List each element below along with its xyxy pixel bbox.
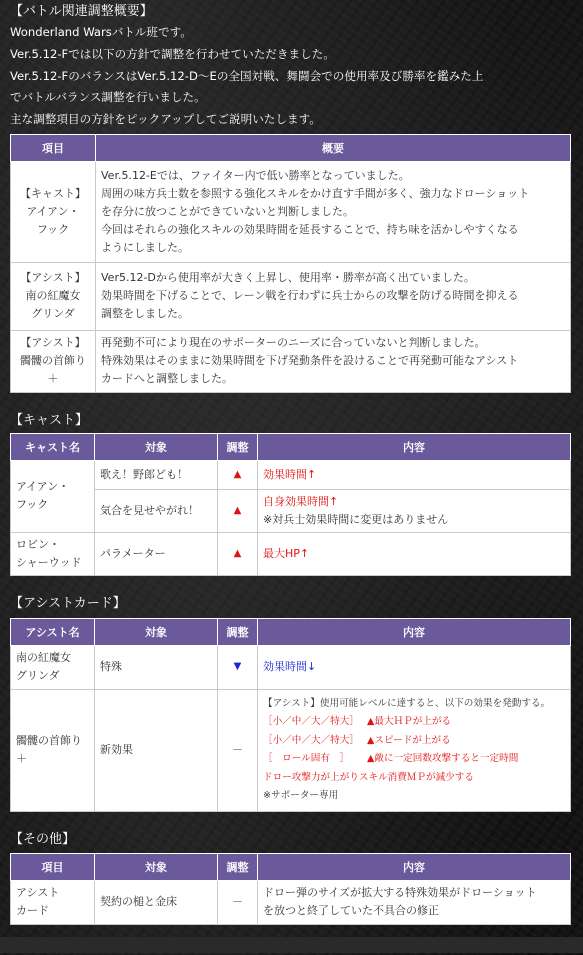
row-item: 【アシスト】 髑髏の首飾り ＋ xyxy=(11,330,96,392)
cast-target: パラメーター xyxy=(95,532,218,575)
cast-target: 歌え！野郎ども！ xyxy=(95,460,218,489)
intro-line: 主な調整項目の方針をピックアップしてご説明いたします。 xyxy=(10,112,321,127)
row-summary: Ver5.12-Dから使用率が大きく上昇し、使用率・勝率が高く出ていました。 効果時間を下げることで、レーン戦を行わずに兵士からの攻撃を防げる時間を抑える 調整をしました。 xyxy=(96,262,571,330)
adjust-up-icon: ▲ xyxy=(218,489,258,532)
effect-line: ［小／中／大／特大］ ▲最大ＨＰが上がる xyxy=(263,716,452,728)
adjust-none: － xyxy=(218,880,258,924)
row-summary: Ver.5.12-Eでは、ファイター内で低い勝率となっていました。 周囲の味方兵士数を参照する強化スキルをかけ直す手間が多く、強力なドローショット を存分に放つことができていないと判断しました。 今回はそれらの強化スキルの効果時間を延長することで、持ち味を活かしやすくなる ようにしました。 xyxy=(96,161,571,262)
assist-table xyxy=(10,618,571,812)
header-target: 対象 xyxy=(95,853,218,880)
table-row xyxy=(11,880,571,924)
table-row xyxy=(11,489,571,532)
assist-title: 【アシストカード】 xyxy=(10,595,126,611)
header-adjust: 調整 xyxy=(218,433,258,460)
intro-line: Ver.5.12-Fでは以下の方針で調整を行わせていただきました。 xyxy=(10,46,335,61)
adjust-up-icon: ▲ xyxy=(218,460,258,489)
cast-content: 効果時間↑ xyxy=(258,460,571,489)
effect-line: ［小／中／大／特大］ ▲スピードが上がる xyxy=(263,734,451,746)
other-target: 契約の槌と金床 xyxy=(95,880,218,924)
adjust-down-icon: ▼ xyxy=(218,645,258,689)
assist-content xyxy=(258,689,571,811)
header-content: 内容 xyxy=(258,618,571,645)
other-item: アシスト カード xyxy=(11,880,95,924)
header-content: 内容 xyxy=(258,853,571,880)
overview-title: 【バトル関連調整概要】 xyxy=(10,4,153,19)
cast-content: 自身効果時間↑ ※対兵士効果時間に変更はありません xyxy=(258,489,571,532)
intro-text xyxy=(10,22,575,131)
table-row xyxy=(11,532,571,575)
header-summary: 概要 xyxy=(96,134,571,161)
cast-name: アイアン・ フック xyxy=(11,460,95,532)
header-content: 内容 xyxy=(258,433,571,460)
cast-title: 【キャスト】 xyxy=(10,412,89,428)
cast-name: ロビン・ シャーウッド xyxy=(11,532,95,575)
header-adjust: 調整 xyxy=(218,618,258,645)
header-cast-name: キャスト名 xyxy=(11,433,95,460)
effect-line: ※サポーター専用 xyxy=(263,790,339,802)
table-row xyxy=(11,689,571,811)
intro-line: Ver.5.12-FのバランスはVer.5.12-D〜Eの全国対戦、舞闘会での使用率及び勝率を鑑みた上 xyxy=(10,68,484,83)
table-row xyxy=(11,330,571,392)
header-item: 項目 xyxy=(11,853,95,880)
page xyxy=(0,2,575,925)
assist-content: 効果時間↓ xyxy=(258,645,571,689)
table-row xyxy=(11,460,571,489)
assist-name: 南の紅魔女 グリンダ xyxy=(11,645,95,689)
assist-target: 新効果 xyxy=(95,689,218,811)
header-assist-name: アシスト名 xyxy=(11,618,95,645)
cast-content: 最大HP↑ xyxy=(258,532,571,575)
effect-line: ［ ロール固有 ］ ▲敵に一定回数攻撃すると一定時間 xyxy=(263,753,519,765)
cast-target: 気合を見せやがれ！ xyxy=(95,489,218,532)
other-content: ドロー弾のサイズが拡大する特殊効果がドローショット を放つと終了していた不具合の修正 xyxy=(258,880,571,924)
effect-line: ドロー攻撃力が上がりスキル消費ＭＰが減少する xyxy=(263,771,474,783)
adjust-up-icon: ▲ xyxy=(218,532,258,575)
assist-target: 特殊 xyxy=(95,645,218,689)
effect-line: 【アシスト】使用可能レベルに達すると、以下の効果を発動する。 xyxy=(263,697,551,709)
other-title: 【その他】 xyxy=(10,831,76,847)
table-row xyxy=(11,645,571,689)
intro-line: でバトルバランス調整を行いました。 xyxy=(10,90,206,105)
other-table xyxy=(10,853,571,925)
bottom-bar xyxy=(0,937,583,953)
table-row xyxy=(11,161,571,262)
cast-table xyxy=(10,433,571,576)
overview-table xyxy=(10,134,571,393)
adjust-none: － xyxy=(218,689,258,811)
header-item: 項目 xyxy=(11,134,96,161)
assist-name: 髑髏の首飾り ＋ xyxy=(11,689,95,811)
row-item: 【アシスト】 南の紅魔女 グリンダ xyxy=(11,262,96,330)
row-item: 【キャスト】 アイアン・ フック xyxy=(11,161,96,262)
header-target: 対象 xyxy=(95,433,218,460)
header-target: 対象 xyxy=(95,618,218,645)
intro-line: Wonderland Warsバトル班です。 xyxy=(10,25,192,39)
header-adjust: 調整 xyxy=(218,853,258,880)
row-summary: 再発動不可により現在のサポーターのニーズに合っていないと判断しました。 特殊効果はそのままに効果時間を下げ発動条件を設けることで再発動可能なアシスト カードへと調整しました。 xyxy=(96,330,571,392)
table-row xyxy=(11,262,571,330)
